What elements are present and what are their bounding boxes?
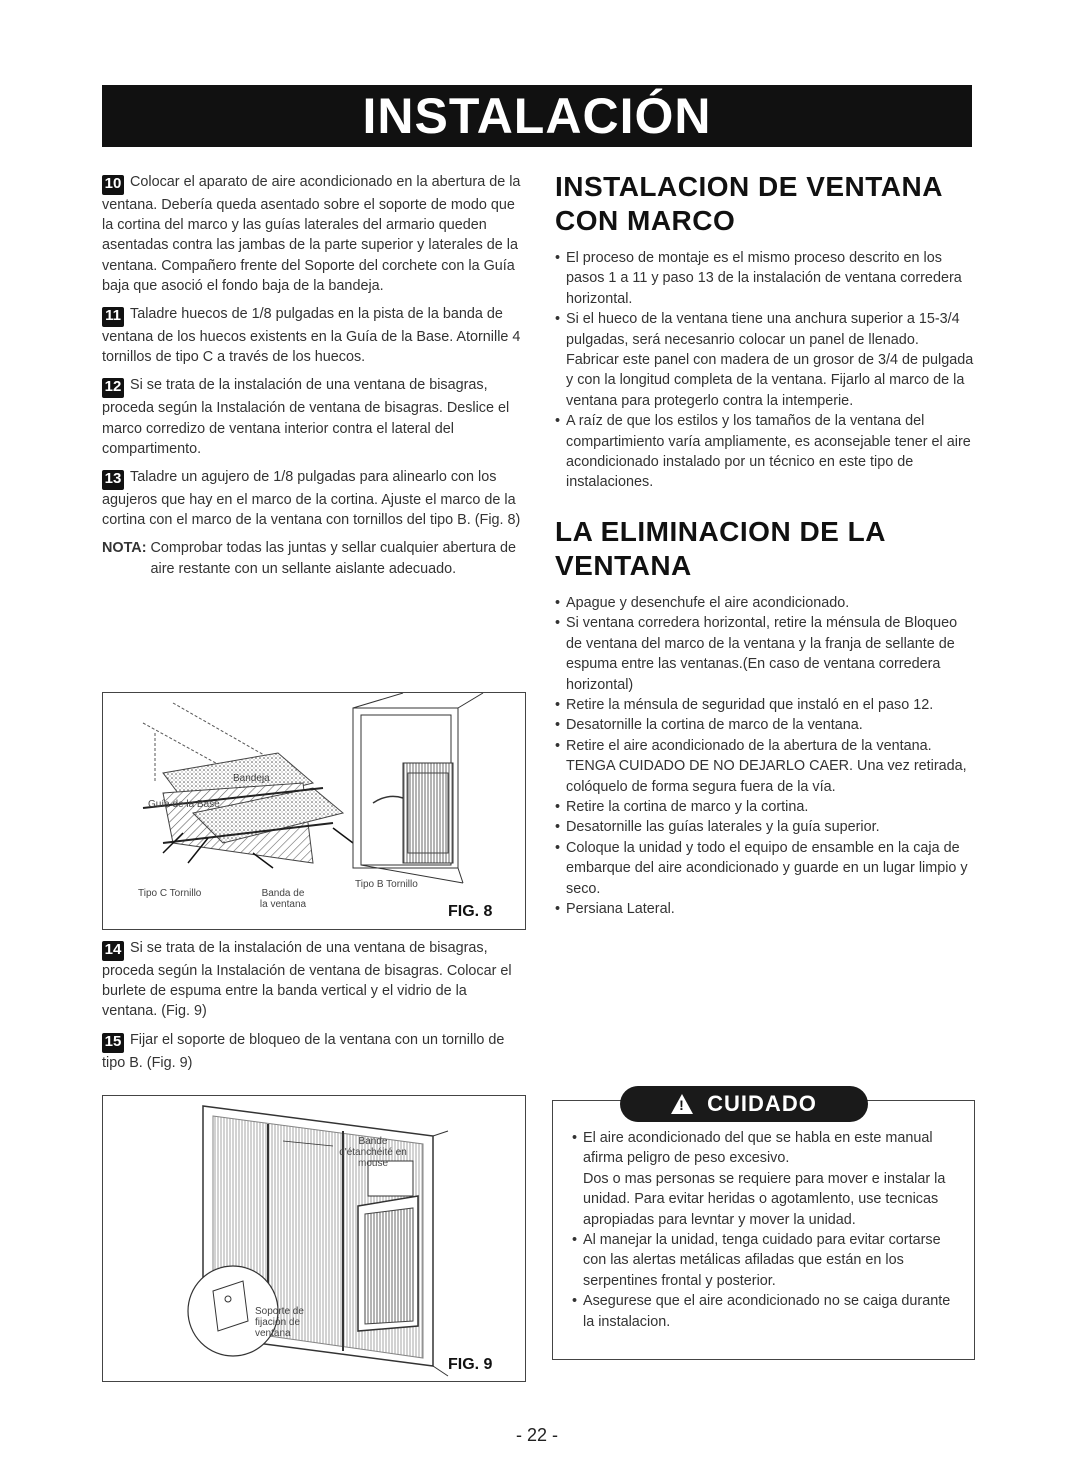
list-item-text: Retire el aire acondicionado de la abertura de la ventana.: [566, 737, 932, 754]
section2-bullets: [555, 593, 975, 920]
section-title-line: LA ELIMINACION DE LA: [555, 515, 886, 547]
section-title-line: VENTANA: [555, 549, 692, 581]
figure-8: [102, 692, 526, 930]
section-title-line: INSTALACION DE VENTANA: [555, 171, 943, 202]
list-item: • Apague y desenchufe el aire acondicionado.: [555, 593, 975, 613]
step-text: Taladre un agujero de 1/8 pulgadas para alinearlo con los agujeros que hay en el marco de la cortina. Ajuste el marco de la cortina con el marco de la ventana con tornillos del tipo B. (Fig. 8): [102, 469, 521, 529]
left-column: [102, 172, 524, 585]
caution-badge: [620, 1086, 868, 1122]
page-title: INSTALACIÓN: [102, 85, 972, 147]
window-with-ac-detail: [188, 1106, 448, 1376]
list-item: • Al manejar la unidad, tenga cuidado para evitar cortarse con las alertas metálicas afiladas que están en los serpentines frontal y posterior.: [572, 1230, 962, 1291]
step-10: [102, 172, 524, 296]
list-item: • Si el hueco de la ventana tiene una anchura superior a 15-3/4 pulgadas, será necesanrio colocar un panel de llenado. Fabricar este panel con madera de un grosor de 3/4 de pulgada y con la longitud completa de la ventana. Fijarlo al marco de la ventana para protegerlo contra la intemperie.: [555, 309, 975, 411]
window-frame-detail: [353, 693, 483, 883]
step-11: [102, 304, 524, 367]
base-guide-detail: [143, 703, 353, 868]
section-title-line: CON MARCO: [555, 205, 736, 236]
step-number-badge: 15: [102, 1033, 124, 1053]
list-item-warning: TENGA CUIDADO DE NO DEJARLO CAER. Una vez retirada, colóquelo de forma segura fuera de la vía.: [566, 758, 967, 795]
step-15: [102, 1030, 524, 1073]
step-text: Si se trata de la instalación de una ventana de bisagras, proceda según la Instalación de ventana de bisagras. Deslice el marco corredizo de ventana interior contra el lateral del compartimento.: [102, 377, 510, 457]
note-text: Comprobar todas las juntas y sellar cualquier abertura de aire restante con un sellante aislante adecuado.: [150, 540, 517, 577]
list-item: • Desatornille las guías laterales y la guía superior.: [555, 817, 975, 837]
list-item: • Retire la ménsula de seguridad que instaló en el paso 12.: [555, 695, 975, 715]
note: [102, 538, 524, 578]
list-item: • Persiana Lateral.: [555, 899, 975, 919]
step-number-badge: 11: [102, 307, 124, 327]
list-item: • El proceso de montaje es el mismo proceso descrito en los pasos 1 a 11 y paso 13 de la instalación de ventana corredera horizontal.: [555, 248, 975, 309]
list-item: [555, 736, 975, 797]
step-14: [102, 938, 524, 1022]
warning-triangle-icon: [671, 1094, 693, 1114]
section1-bullets: [555, 248, 975, 493]
step-number-badge: 14: [102, 941, 124, 961]
fig8-callout-tornillo-b: Tipo B Tornillo: [355, 879, 418, 890]
step-text: Fijar el soporte de bloqueo de la ventana con un tornillo de tipo B. (Fig. 9): [102, 1031, 505, 1071]
list-item-extra: Dos o mas personas se requiere para mover e instalar la unidad. Para evitar heridas o agotamlento, use tecnicas apropiadas para levntar y mover la unidad.: [583, 1170, 946, 1228]
fig8-callout-bandeja: Bandeja: [233, 773, 270, 784]
section-title-window-frame: [555, 170, 975, 238]
left-lower-steps: [102, 938, 524, 1081]
step-12: [102, 375, 524, 459]
fig9-label: FIG. 9: [448, 1356, 493, 1373]
section-title-window-removal: [555, 515, 975, 583]
caution-list: [572, 1128, 962, 1332]
caution-title: CUIDADO: [707, 1091, 817, 1116]
fig8-callout-guia-base: Guía de la Base: [148, 799, 220, 810]
step-number-badge: 13: [102, 470, 124, 490]
right-column: [555, 170, 975, 919]
step-number-badge: 12: [102, 378, 124, 398]
list-item: • A raíz de que los estilos y los tamaños de la ventana del compartimiento varía ampliamente, es aconsejable tener el aire acondicionado instalado por un técnico en este tipo de instalaciones.: [555, 411, 975, 493]
step-number-badge: 10: [102, 175, 124, 195]
list-item: • Asegurese que el aire acondicionado no se caiga durante la instalacion.: [572, 1291, 962, 1332]
note-label: NOTA:: [102, 540, 147, 557]
page-number: - 22 -: [515, 1425, 558, 1445]
list-item: • Coloque la unidad y todo el equipo de ensamble en la caja de embarque del aire acondicionado y guarde en un lugar limpio y seco.: [555, 838, 975, 899]
step-text: Taladre huecos de 1/8 pulgadas en la pista de la banda de ventana de los huecos existents en la Guía de la Base. Atornille 4 tornillos de tipo C a través de los huecos.: [102, 306, 521, 366]
step-text: Colocar el aparato de aire acondicionado en la abertura de la ventana. Debería queda asentado sobre el soporte de modo que la cortina del marco y las guías laterales del armario queden asentadas contra las jambas de la parte superior y laterales de la ventana. Compañero frente del Soporte del corchete con la Guía baja que asoció el fondo baja de la bandeja.: [102, 174, 521, 294]
list-item: • Si ventana corredera horizontal, retire la ménsula de Bloqueo de ventana del marco de la ventana y la franja de sellante de espuma entre las ventanas.(En caso de ventana corredera horizontal): [555, 613, 975, 695]
list-item-text: El aire acondicionado del que se habla en este manual afirma peligro de peso excesivo.: [583, 1130, 933, 1167]
step-13: [102, 467, 524, 530]
list-item: [572, 1128, 962, 1230]
fig9-callout-soporte: Soporte de fijación de ventana: [255, 1306, 304, 1339]
fig8-callout-banda-ventana: Banda de la ventana: [259, 888, 307, 910]
list-item: • Retire la cortina de marco y la cortina.: [555, 797, 975, 817]
figure-9: [102, 1095, 526, 1382]
fig8-callout-tornillo-c: Tipo C Tornillo: [138, 888, 202, 899]
fig9-callout-bande: Bande d'étanchéité en mouse: [339, 1136, 407, 1169]
list-item: • Desatornille la cortina de marco de la ventana.: [555, 715, 975, 735]
fig8-label: FIG. 8: [448, 903, 493, 920]
step-text: Si se trata de la instalación de una ventana de bisagras, proceda según la Instalación de ventana de bisagras. Colocar el burlete de espuma entre la banda vertical y el vidrio de la ventana. (Fig. 9): [102, 940, 512, 1020]
